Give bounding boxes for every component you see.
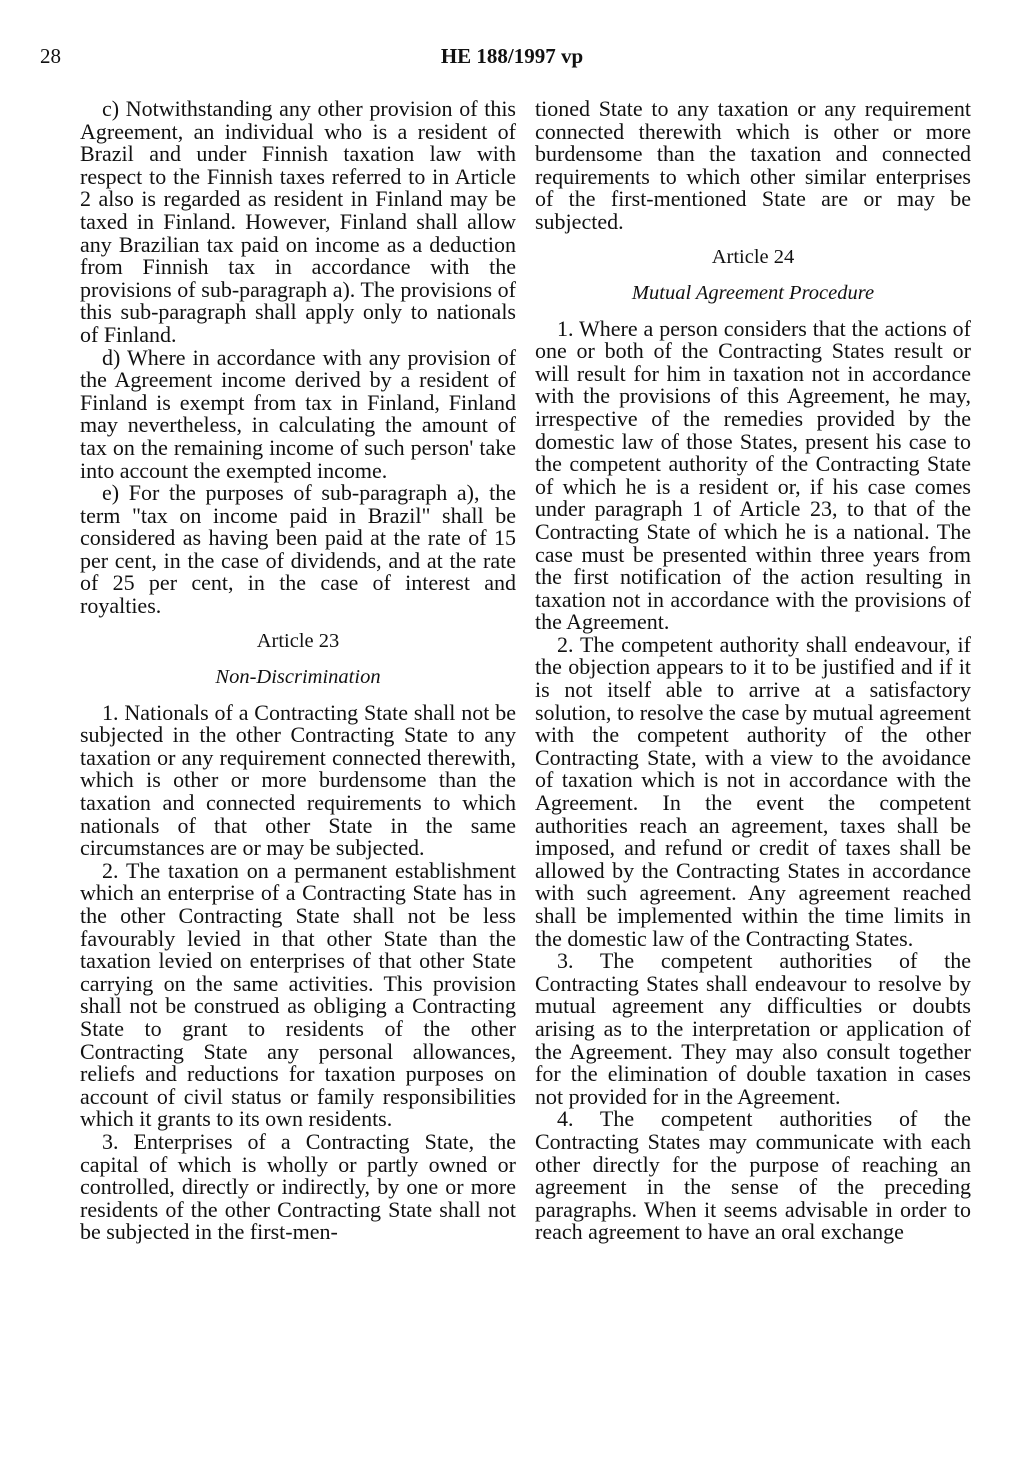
article-24-heading: Article 24	[711, 245, 795, 268]
article-23-paragraph-3-continued: tioned State to any taxation or any requirement connected therewith which is other or more burdensome than the taxation and connected requirements to which other similar enterprises of the first-mentioned State are or may be subjected.	[535, 96, 971, 234]
article-24-paragraph-1: 1. Where a person considers that the actions of one or both of the Contracting States result or will result for him in taxation not in accordance with the provisions of this Agreement, he may, irrespective of the remedies provided by the domestic law of those States, present his case to the competent authority of the Contracting State of which he is a resident or, if his case comes under paragraph 1 of Article 23, to that of the Contracting State of which he is a national. The case must be presented within three years from the first notification of the action resulting in taxation not in accordance with the provisions of the Agreement.	[535, 315, 971, 635]
paragraph-d: d) Where in accordance with any provision of the Agreement income derived by a resident of Finland is exempt from tax in Finland, Finland may nevertheless, in calculating the amount of tax on the remaining income of such person' take into account the exempted income.	[80, 344, 516, 483]
right-column	[535, 98, 971, 1244]
paragraph-c: c) Notwithstanding any other provision of this Agreement, an individual who is a resident of Brazil and under Finnish taxation law with respect to the Finnish taxes referred to in Article 2 also is regarded as resident in Finland may be taxed in Finland. However, Finland shall allow any Brazilian tax paid on income as a deduction from Finnish tax in accordance with the provisions of sub-paragraph a). The provisions of this sub-paragraph shall apply only to nationals of Finland.	[80, 96, 516, 347]
left-column	[80, 98, 516, 1244]
page-header	[0, 44, 1024, 84]
article-24-paragraph-3: 3. The competent authorities of the Contracting States shall endeavour to resolve by mutual agreement any difficulties or doubts arising as to the interpretation or application of the Agreement. They may also consult together for the elimination of double taxation in cases not provided for in the Agreement.	[535, 948, 971, 1109]
article-24-paragraph-4: 4. The competent authorities of the Contracting States may communicate with each other directly for the purpose of reaching an agreement in the sense of the preceding paragraphs. When it seems advisable in order to reach agreement to have an oral exchange	[535, 1106, 971, 1245]
article-23-paragraph-3: 3. Enterprises of a Contracting State, the capital of which is wholly or partly owned or controlled, directly or indirectly, by one or more residents of the other Contracting State shall not be subjected in the first-men-	[80, 1128, 516, 1245]
article-23-title: Non-Discrimination	[215, 665, 381, 688]
document-id: HE 188/1997 vp	[440, 44, 584, 68]
paragraph-e: e) For the purposes of sub-paragraph a), the term "tax on income paid in Brazil" shall be considered as having been paid at the rate of 15 per cent, in the case of dividends, and at the rate of 25 per cent, in the case of interest and royalties.	[80, 480, 516, 619]
page-number: 28	[40, 44, 61, 68]
article-24-paragraph-2: 2. The competent authority shall endeavour, if the objection appears to it to be justified and if it is not itself able to arrive at a satisfactory solution, to resolve the case by mutual agreement with the competent authority of the other Contracting State, with a view to the avoidance of taxation which is not in accordance with the Agreement. In the event the competent authorities reach an agreement, taxes shall be imposed, and refund or credit of taxes shall be allowed by the Contracting States in accordance with such agreement. Any agreement reached shall be implemented within the time limits in the domestic law of the Contracting States.	[535, 631, 971, 951]
article-23-paragraph-1: 1. Nationals of a Contracting State shall not be subjected in the other Contracting State to any taxation or any requirement connected therewith, which is other or more burdensome than the taxation and connected requirements to which nationals of that other State in the same circumstances are or may be subjected.	[80, 699, 516, 861]
article-24-title: Mutual Agreement Procedure	[631, 281, 875, 304]
article-23-paragraph-2: 2. The taxation on a permanent establishment which an enterprise of a Contracting State has in the other Contracting State shall not be less favourably levied in that other State than the taxation levied on enterprises of that other State carrying on the same activities. This provision shall not be construed as obliging a Contracting State to grant to residents of the other Contracting State any personal allowances, reliefs and reductions for taxation purposes on account of civil status or family responsibilities which it grants to its own residents.	[80, 857, 516, 1132]
article-23-heading: Article 23	[256, 629, 340, 652]
